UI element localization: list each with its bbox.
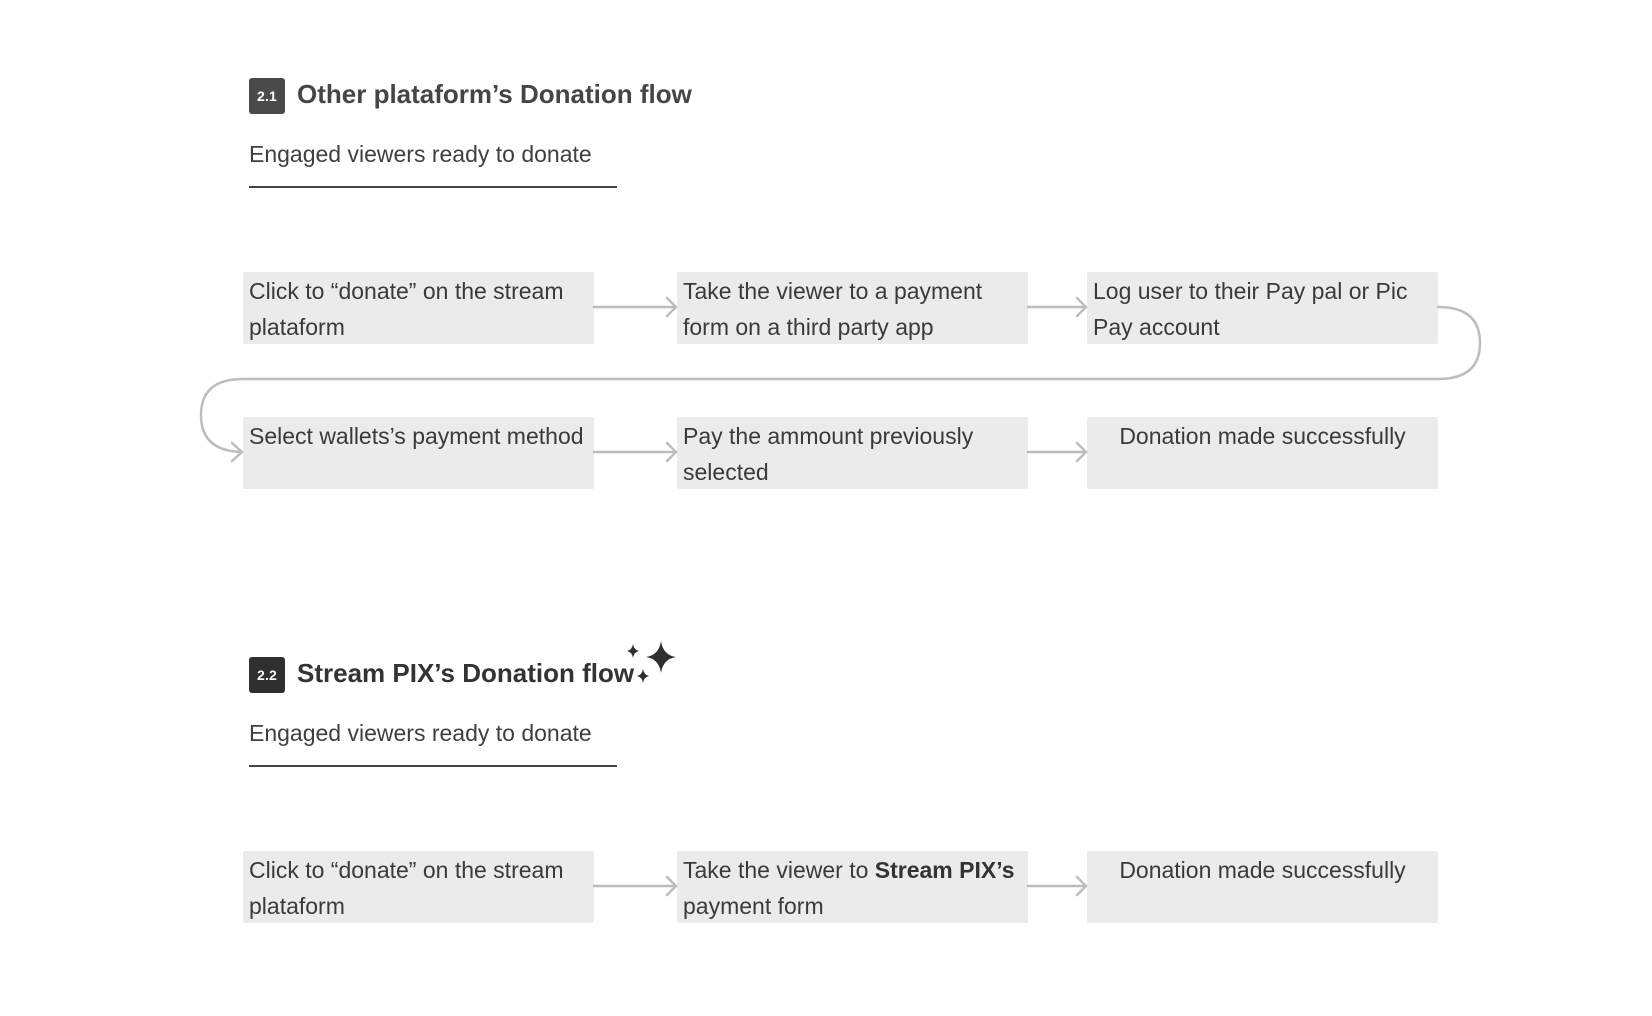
flow-step-2 xyxy=(677,851,1028,923)
flow-step-1: Click to “donate” on the stream plataform xyxy=(243,272,594,344)
flow-step-1: Click to “donate” on the stream plataform xyxy=(243,851,594,923)
connector-arrow-4-5 xyxy=(594,443,676,461)
flow-step-4: Select wallets’s payment method xyxy=(243,417,594,489)
connector-arrow-pix-2-3 xyxy=(1028,877,1086,895)
section-number-badge: 2.2 xyxy=(249,657,285,693)
connector-arrow-pix-1-2 xyxy=(594,877,676,895)
step-text-bold-brand: Stream PIX’s xyxy=(874,857,1015,883)
section-number-badge: 2.1 xyxy=(249,78,285,114)
subtitle-underline xyxy=(249,186,617,188)
flow-step-2: Take the viewer to a payment form on a third party app xyxy=(677,272,1028,344)
section-title: Stream PIX’s Donation flow xyxy=(297,658,635,688)
step-text-suffix: payment form xyxy=(683,893,824,919)
subtitle-underline xyxy=(249,765,617,767)
connector-arrow-5-6 xyxy=(1028,443,1086,461)
flow-step-6: Donation made successfully xyxy=(1087,417,1438,489)
section-title: Other plataform’s Donation flow xyxy=(297,79,692,109)
section-subtitle: Engaged viewers ready to donate xyxy=(249,720,592,746)
flow-step-3: Donation made successfully xyxy=(1087,851,1438,923)
flow-step-5: Pay the ammount previously selected xyxy=(677,417,1028,489)
connector-arrow-2-3 xyxy=(1028,298,1086,316)
connector-arrow-1-2 xyxy=(594,298,676,316)
flow-step-3: Log user to their Pay pal or Pic Pay account xyxy=(1087,272,1438,344)
section-subtitle: Engaged viewers ready to donate xyxy=(249,141,592,167)
step-text-prefix: Take the viewer to xyxy=(683,857,875,883)
